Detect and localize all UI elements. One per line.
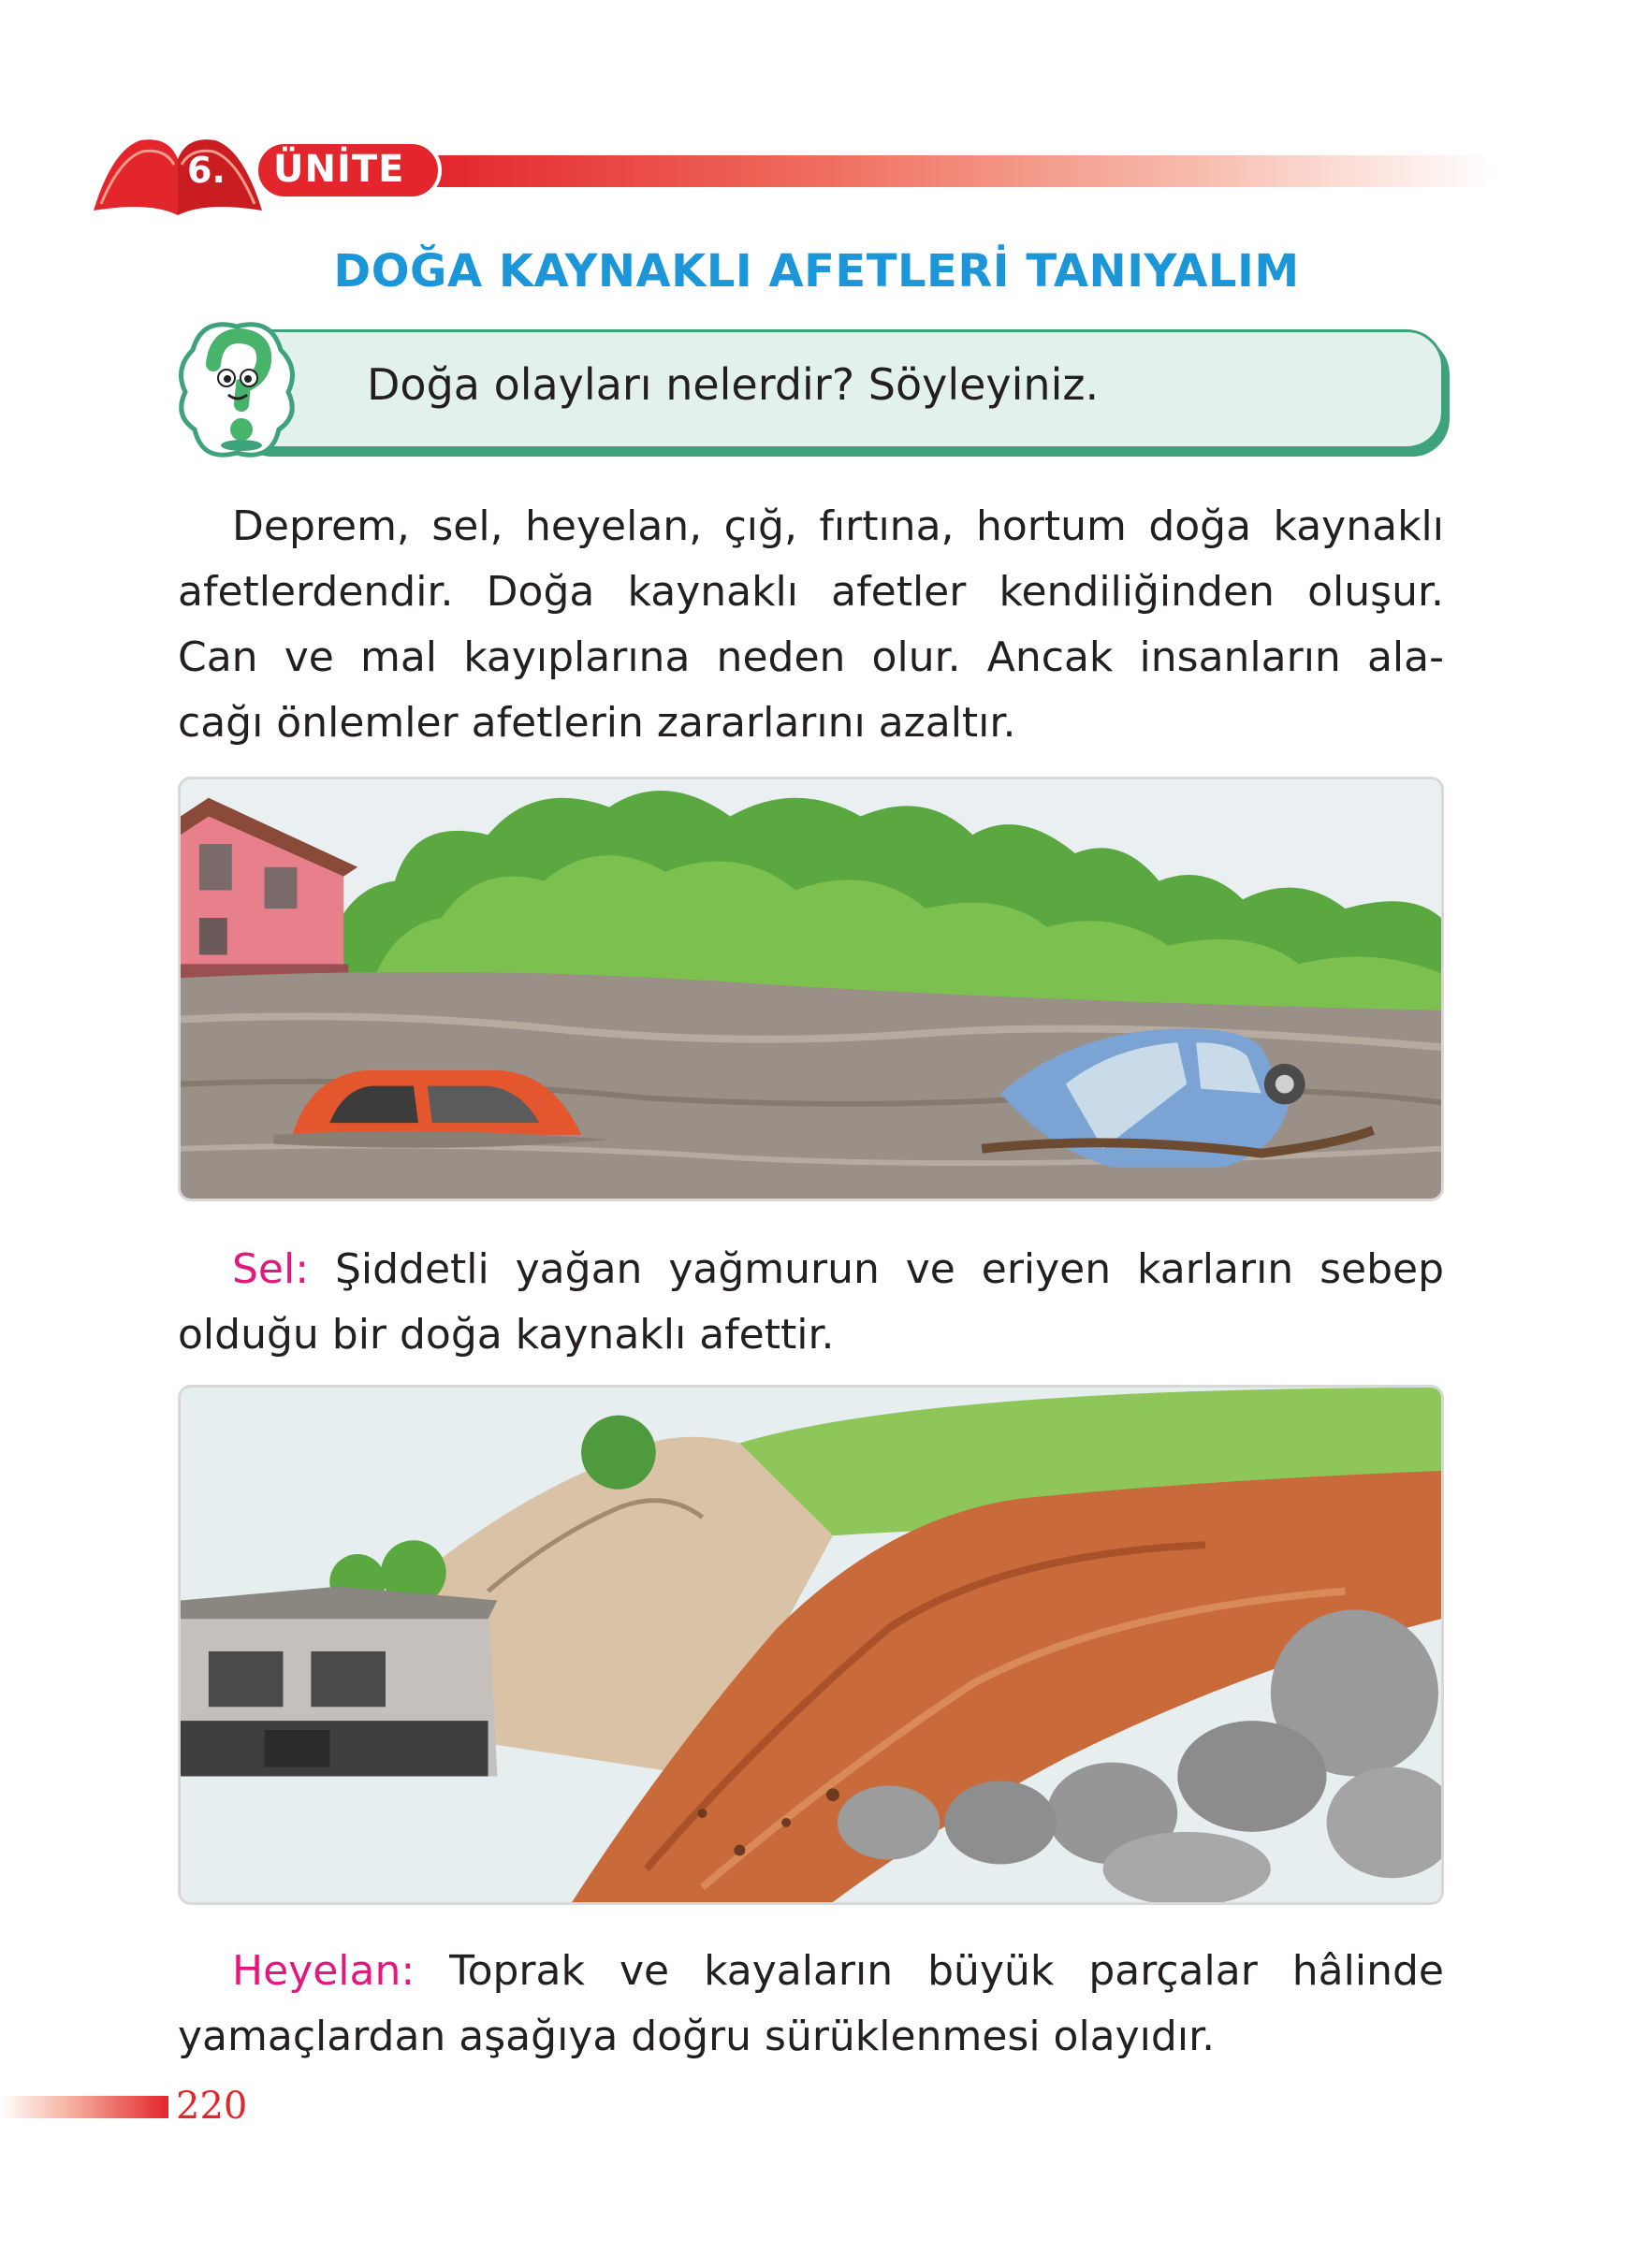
unit-header-bar xyxy=(430,155,1497,187)
footer-bar xyxy=(0,2096,168,2118)
page-title: DOĞA KAYNAKLI AFETLERİ TANIYALIM xyxy=(333,245,1300,298)
landslide-illustration xyxy=(178,1385,1444,1905)
intro-paragraph xyxy=(178,494,1444,756)
page-number: 220 xyxy=(176,2085,248,2128)
question-text: Doğa olayları nelerdir? Söyleyiniz. xyxy=(367,359,1100,410)
flood-definition-line2: olduğu bir doğa kaynaklı afettir. xyxy=(178,1311,835,1359)
landslide-definition-line1: Toprak ve kayaların büyük parçalar hâlinde xyxy=(449,1947,1444,1995)
flood-illustration xyxy=(178,777,1444,1201)
question-mark-mascot-icon xyxy=(174,313,299,470)
unit-number: 6. xyxy=(187,150,226,191)
term-sel: Sel: xyxy=(232,1245,310,1293)
intro-line: cağı önlemler afetlerin zararlarını azaltır. xyxy=(178,699,1016,747)
flood-definition-line1: Şiddetli yağan yağmurun ve eriyen karların sebep xyxy=(334,1245,1444,1293)
intro-line: afetlerdendir. Doğa kaynaklı afetler kendiliğinden oluşur. xyxy=(178,568,1444,616)
term-heyelan: Heyelan: xyxy=(232,1947,416,1995)
intro-line: Deprem, sel, heyelan, çığ, fırtına, hortum doğa kaynaklı xyxy=(232,502,1444,550)
unit-label: ÜNİTE xyxy=(273,148,405,191)
landslide-definition xyxy=(178,1939,1444,2070)
intro-line: Can ve mal kayıplarına neden olur. Ancak insanların ala- xyxy=(178,633,1444,681)
landslide-definition-line2: yamaçlardan aşağıya doğru sürüklenmesi olayıdır. xyxy=(178,2013,1216,2060)
open-book-icon xyxy=(84,122,271,225)
flood-definition xyxy=(178,1237,1444,1368)
